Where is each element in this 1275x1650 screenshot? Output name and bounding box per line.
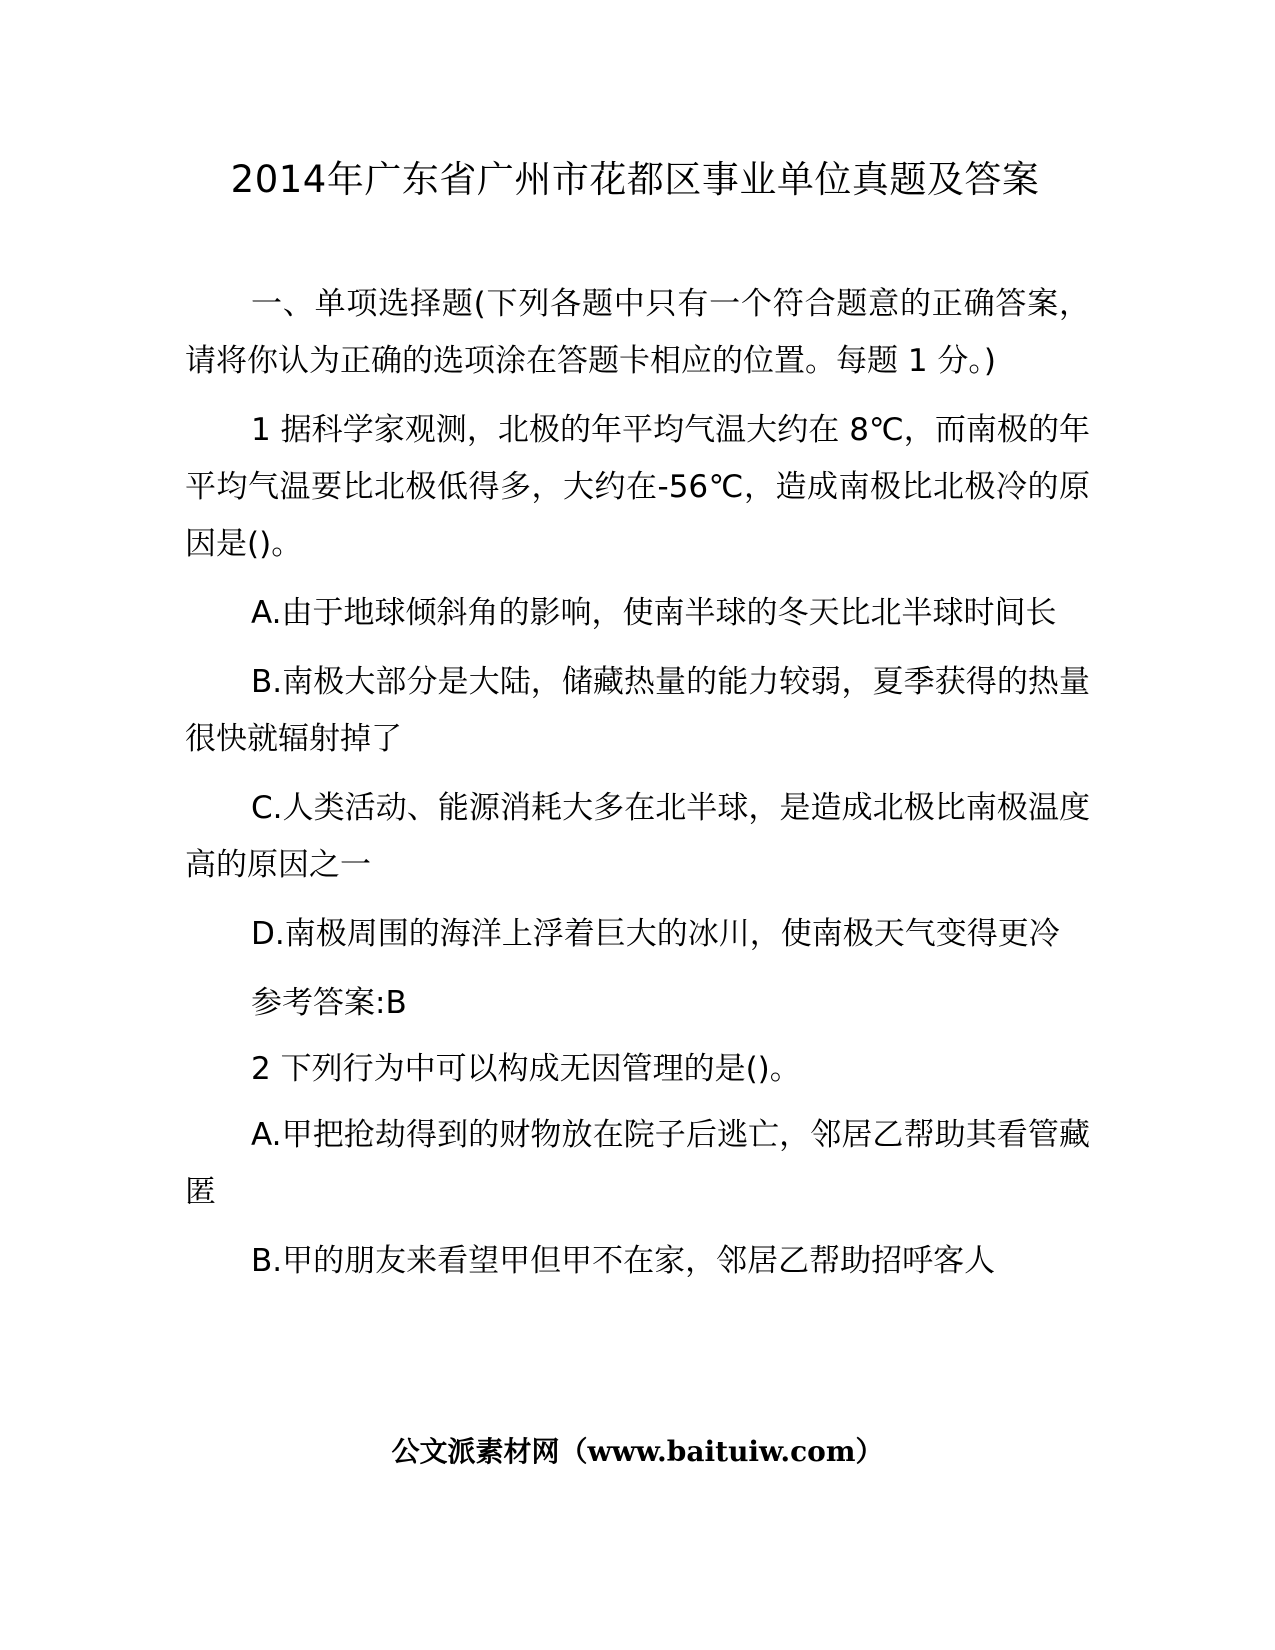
document-title: 2014年广东省广州市花都区事业单位真题及答案 <box>230 158 1040 201</box>
question-1-answer: 参考答案:B <box>251 985 407 1021</box>
question-2-stem: 2 下列行为中可以构成无因管理的是()。 <box>251 1051 801 1087</box>
question-2-option-a: A.甲把抢劫得到的财物放在院子后逃亡，邻居乙帮助其看管藏匿 <box>185 1117 1090 1210</box>
document-body <box>185 276 1090 1302</box>
question-1-option-c: C.人类活动、能源消耗大多在北半球，是造成北极比南极温度高的原因之一 <box>185 790 1090 883</box>
page-footer-watermark: 公文派素材网（www.baituiw.com） <box>391 1435 884 1468</box>
question-1-option-b: B.南极大部分是大陆，储藏热量的能力较弱，夏季获得的热量很快就辐射掉了 <box>185 664 1090 757</box>
section-heading: 一、单项选择题(下列各题中只有一个符合题意的正确答案，请将你认为正确的选项涂在答题卡相应的位置。每题 1 分。) <box>185 286 1090 379</box>
question-1-option-d: D.南极周围的海洋上浮着巨大的冰川，使南极天气变得更冷 <box>251 916 1060 952</box>
question-1-option-a: A.由于地球倾斜角的影响，使南半球的冬天比北半球时间长 <box>251 595 1057 631</box>
question-2-option-b: B.甲的朋友来看望甲但甲不在家，邻居乙帮助招呼客人 <box>251 1243 996 1279</box>
question-1-stem: 1 据科学家观测，北极的年平均气温大约在 8℃，而南极的年平均气温要比北极低得多，大约在-56℃，造成南极比北极冷的原因是()。 <box>185 412 1090 562</box>
